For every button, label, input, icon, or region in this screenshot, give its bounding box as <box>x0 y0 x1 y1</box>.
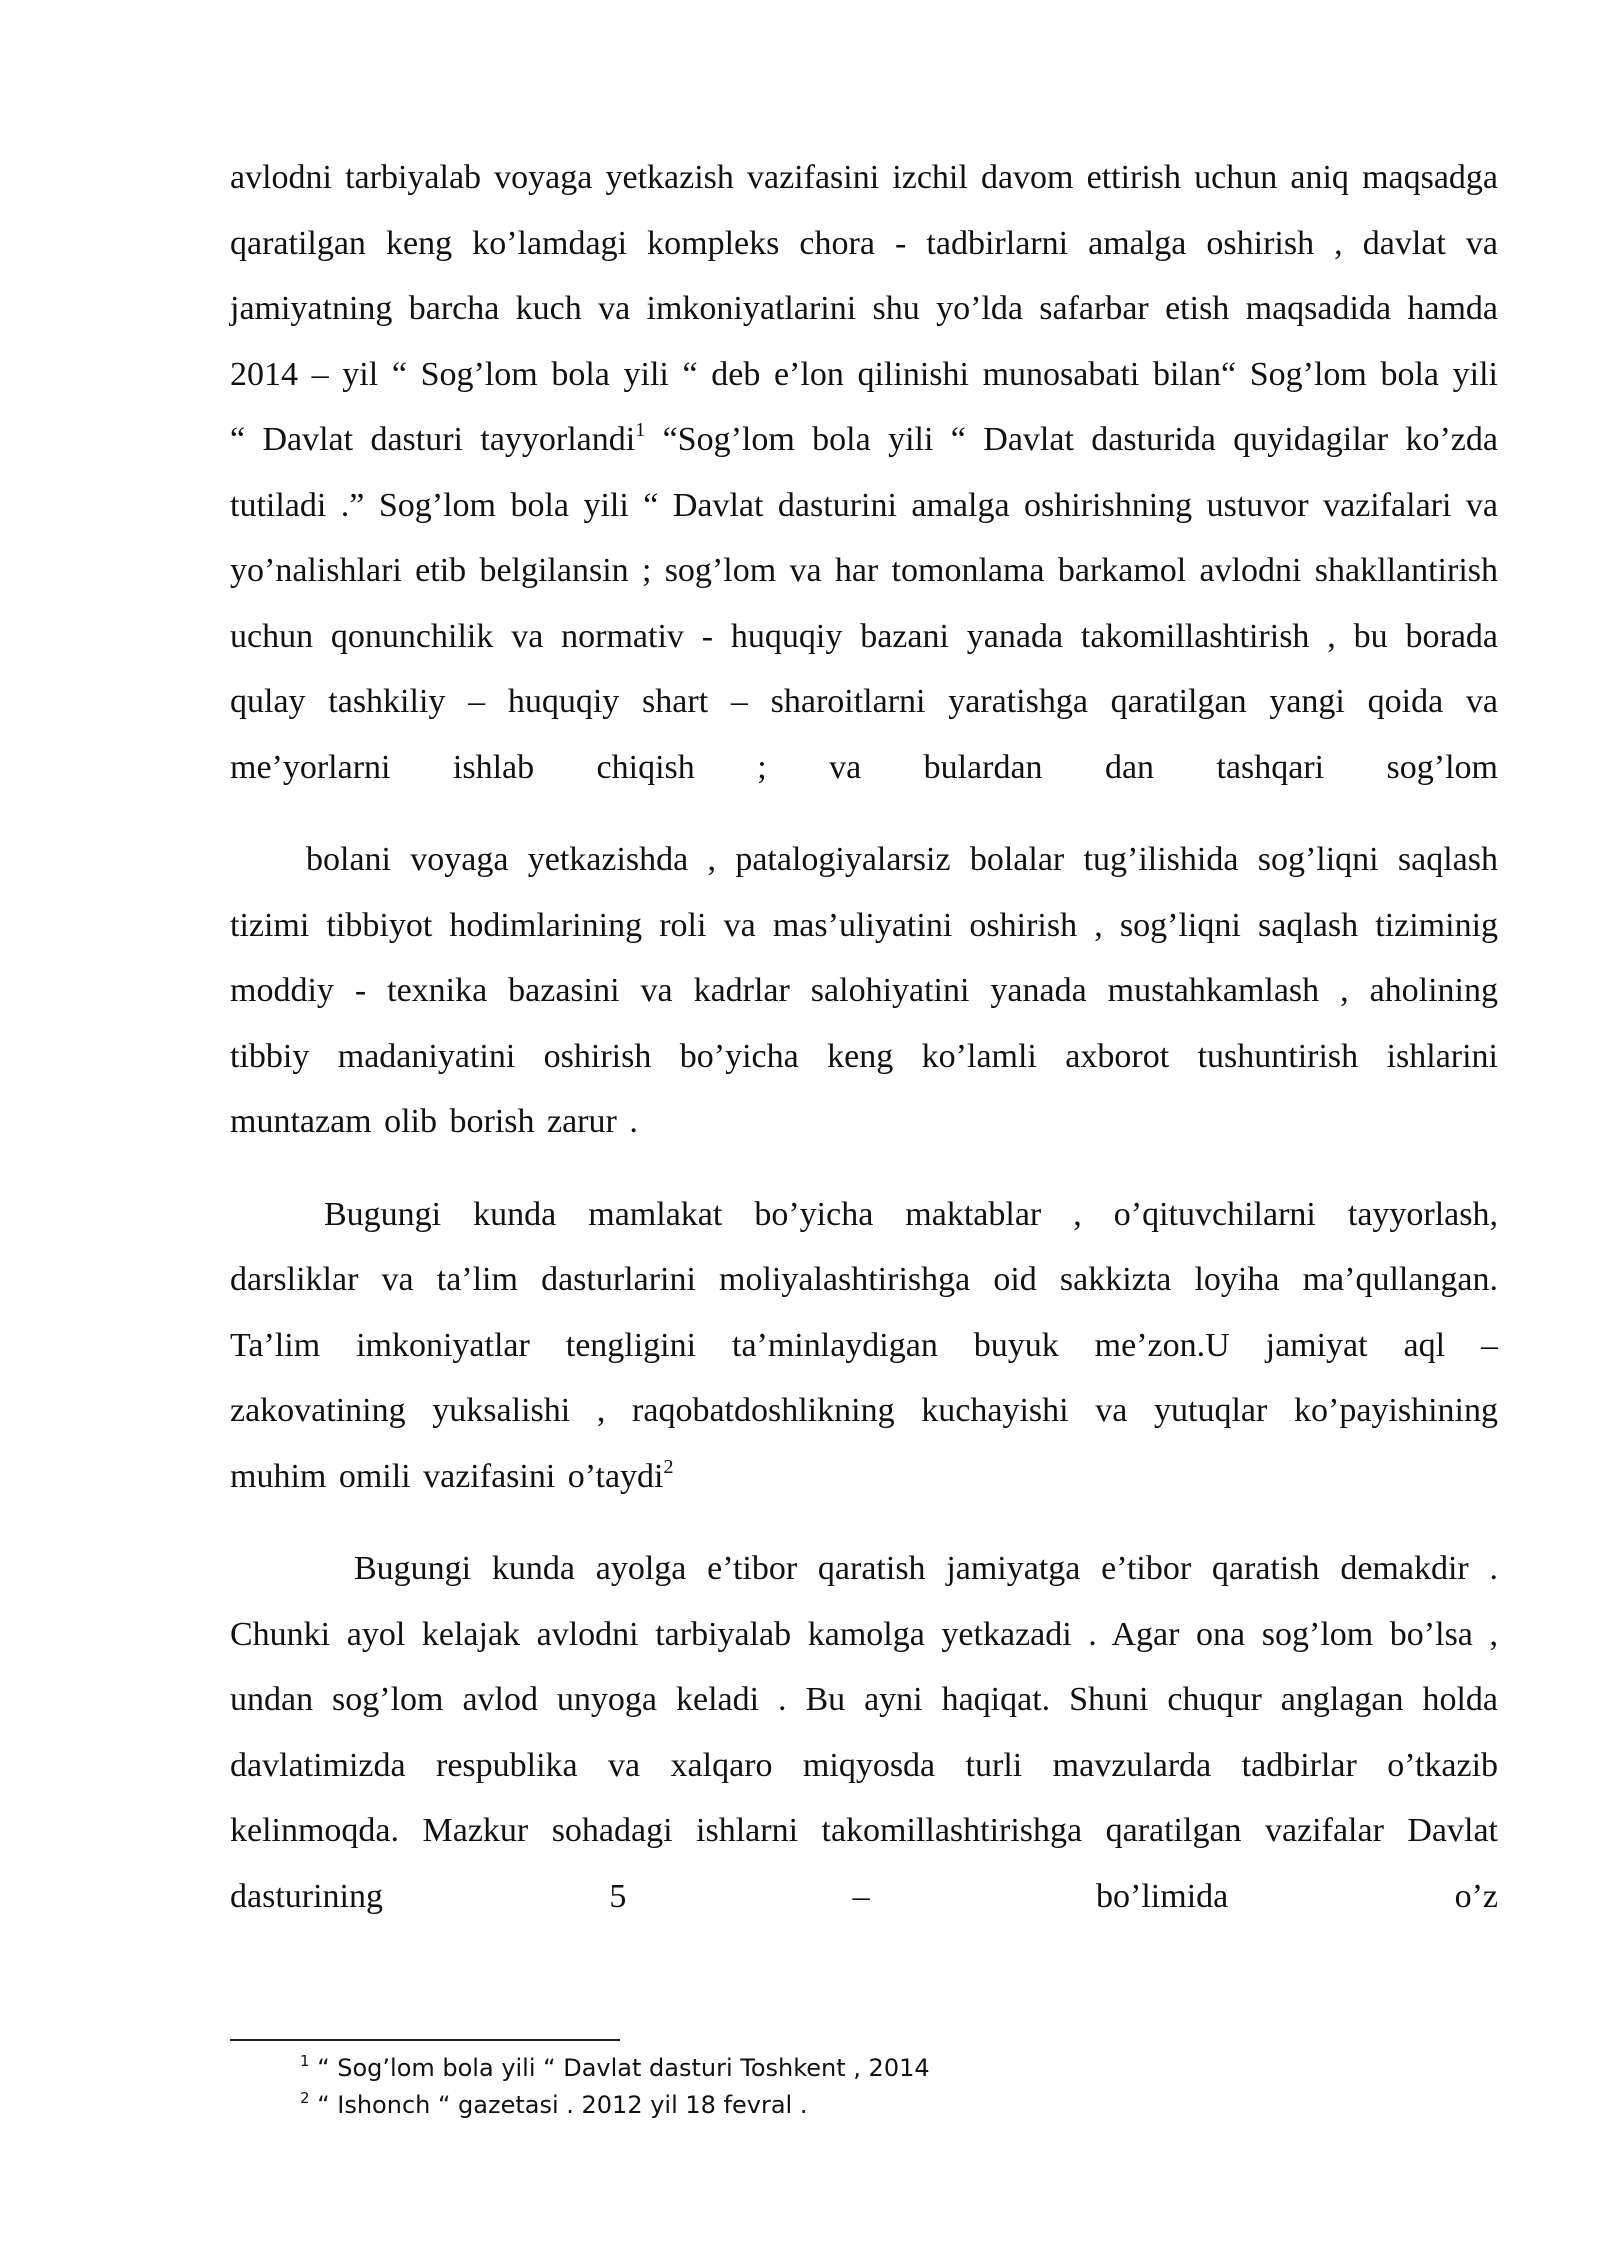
text-line: Bugungi kunda mamlakat bo’yicha maktablar , o’qituvchilarni tayyorlash, <box>324 1195 1498 1233</box>
document-body <box>230 145 1498 1929</box>
text-line: darsliklar va ta’lim dasturlarini moliyalashtirishga oid sakkizta loyiha <box>230 1261 1280 1298</box>
paragraph-2 <box>230 827 1498 1155</box>
footnote-reference[interactable]: 2 <box>663 1455 674 1478</box>
paragraph-3 <box>230 1182 1498 1510</box>
text-line: qoida va me’yorlarni ishlab chiqish ; va bulardan dan tashqari sog’lom <box>230 683 1498 786</box>
footnote-number: 1 <box>300 2052 310 2070</box>
text-line: mustahkamlash , aholining tibbiy madaniyatini oshirish bo’yicha keng ko’lamli <box>230 972 1499 1075</box>
text-line: saqlash tizimi tibbiyot hodimlarining roli va mas’uliyatini oshirish , sog’liqni <box>230 841 1498 944</box>
text-line: sog’lom bo’lsa , undan sog’lom avlod unyoga keladi . Bu ayni haqiqat. Shuni <box>230 1615 1499 1718</box>
footnote-1 <box>300 2050 1400 2087</box>
text-line: “Sog’lom bola yili “ Davlat dasturida quyidagilar ko’zda tutiladi .” Sog’lom bola <box>230 421 1498 524</box>
text-line: chuqur anglagan holda davlatimizda respublika va xalqaro miqyosda turli <box>230 1681 1498 1784</box>
text-line: Bugungi kunda ayolga e’tibor qaratish jamiyatga e’tibor qaratish <box>354 1550 1320 1587</box>
text-line: jamiyat aql – zakovatining yuksalishi , raqobatdoshlikning kuchayishi va yutuqlar <box>230 1326 1498 1429</box>
text-line: avlodni tarbiyalab voyaga yetkazish vazifasini izchil davom ettirish uchun aniq <box>230 159 1349 196</box>
text-line: ma’qullangan. Ta’lim imkoniyatlar tengligini ta’minlaydigan buyuk me’zon.U <box>230 1261 1499 1364</box>
paragraph-4 <box>230 1536 1498 1929</box>
text-line: mavzularda tadbirlar o’tkazib kelinmoqda. Mazkur sohadagi ishlarni <box>230 1746 1499 1849</box>
footnote-text: “ Ishonch “ gazetasi . 2012 yil 18 fevral . <box>317 2091 808 2119</box>
footnote-reference[interactable]: 1 <box>635 419 646 441</box>
footnote-2 <box>300 2087 1400 2124</box>
footnotes <box>300 2050 1400 2124</box>
text-line: oshirish , davlat va jamiyatning barcha kuch va imkoniyatlarini shu yo’lda <box>230 224 1499 327</box>
footnote-number: 2 <box>300 2089 310 2107</box>
text-line: takomillashtirishga qaratilgan vazifalar Davlat dasturining 5 – bo’limida o’z <box>230 1812 1499 1915</box>
text-line: uchun qonunchilik va normativ - huquqiy bazani yanada takomillashtirish , bu <box>230 617 1388 655</box>
text-line: ko’payishining muhim omili vazifasini o’taydi <box>230 1392 1498 1495</box>
text-line: maqsadga qaratilgan keng ko’lamdagi kompleks chora - tadbirlarni amalga <box>230 159 1499 262</box>
footnote-separator <box>230 2039 620 2041</box>
text-line: etib belgilansin ; sog’lom va har tomonlama barkamol avlodni shakllantirish <box>415 552 1499 589</box>
text-line: borada qulay tashkiliy – huquqiy shart – sharoitlarni yaratishga qaratilgan yangi <box>230 617 1499 720</box>
text-line: yili “ Davlat dasturini amalga oshirishning ustuvor vazifalari va yo’nalishlari <box>230 486 1498 589</box>
text-line: qilinishi munosabati bilan“ Sog’lom bola yili “ Davlat dasturi tayyorlandi <box>230 355 1498 458</box>
footnote-text: “ Sog’lom bola yili “ Davlat dasturi Toshkent , 2014 <box>317 2054 930 2082</box>
text-line: saqlash tiziminig moddiy - texnika bazasini va kadrlar salohiyatini yanada <box>230 906 1499 1009</box>
text-line: axborot tushuntirish ishlarini muntazam olib borish zarur . <box>230 1037 1498 1140</box>
text-line: bolani voyaga yetkazishda , patalogiyalarsiz bolalar tug’ilishida sog’liqni <box>306 841 1379 878</box>
text-line: demakdir . Chunki ayol kelajak avlodni tarbiyalab kamolga yetkazadi . Agar ona <box>230 1550 1499 1653</box>
text-line: safarbar etish maqsadida hamda 2014 – yil “ Sog’lom bola yili “ deb e’lon <box>230 290 1498 393</box>
paragraph-1 <box>230 145 1498 800</box>
